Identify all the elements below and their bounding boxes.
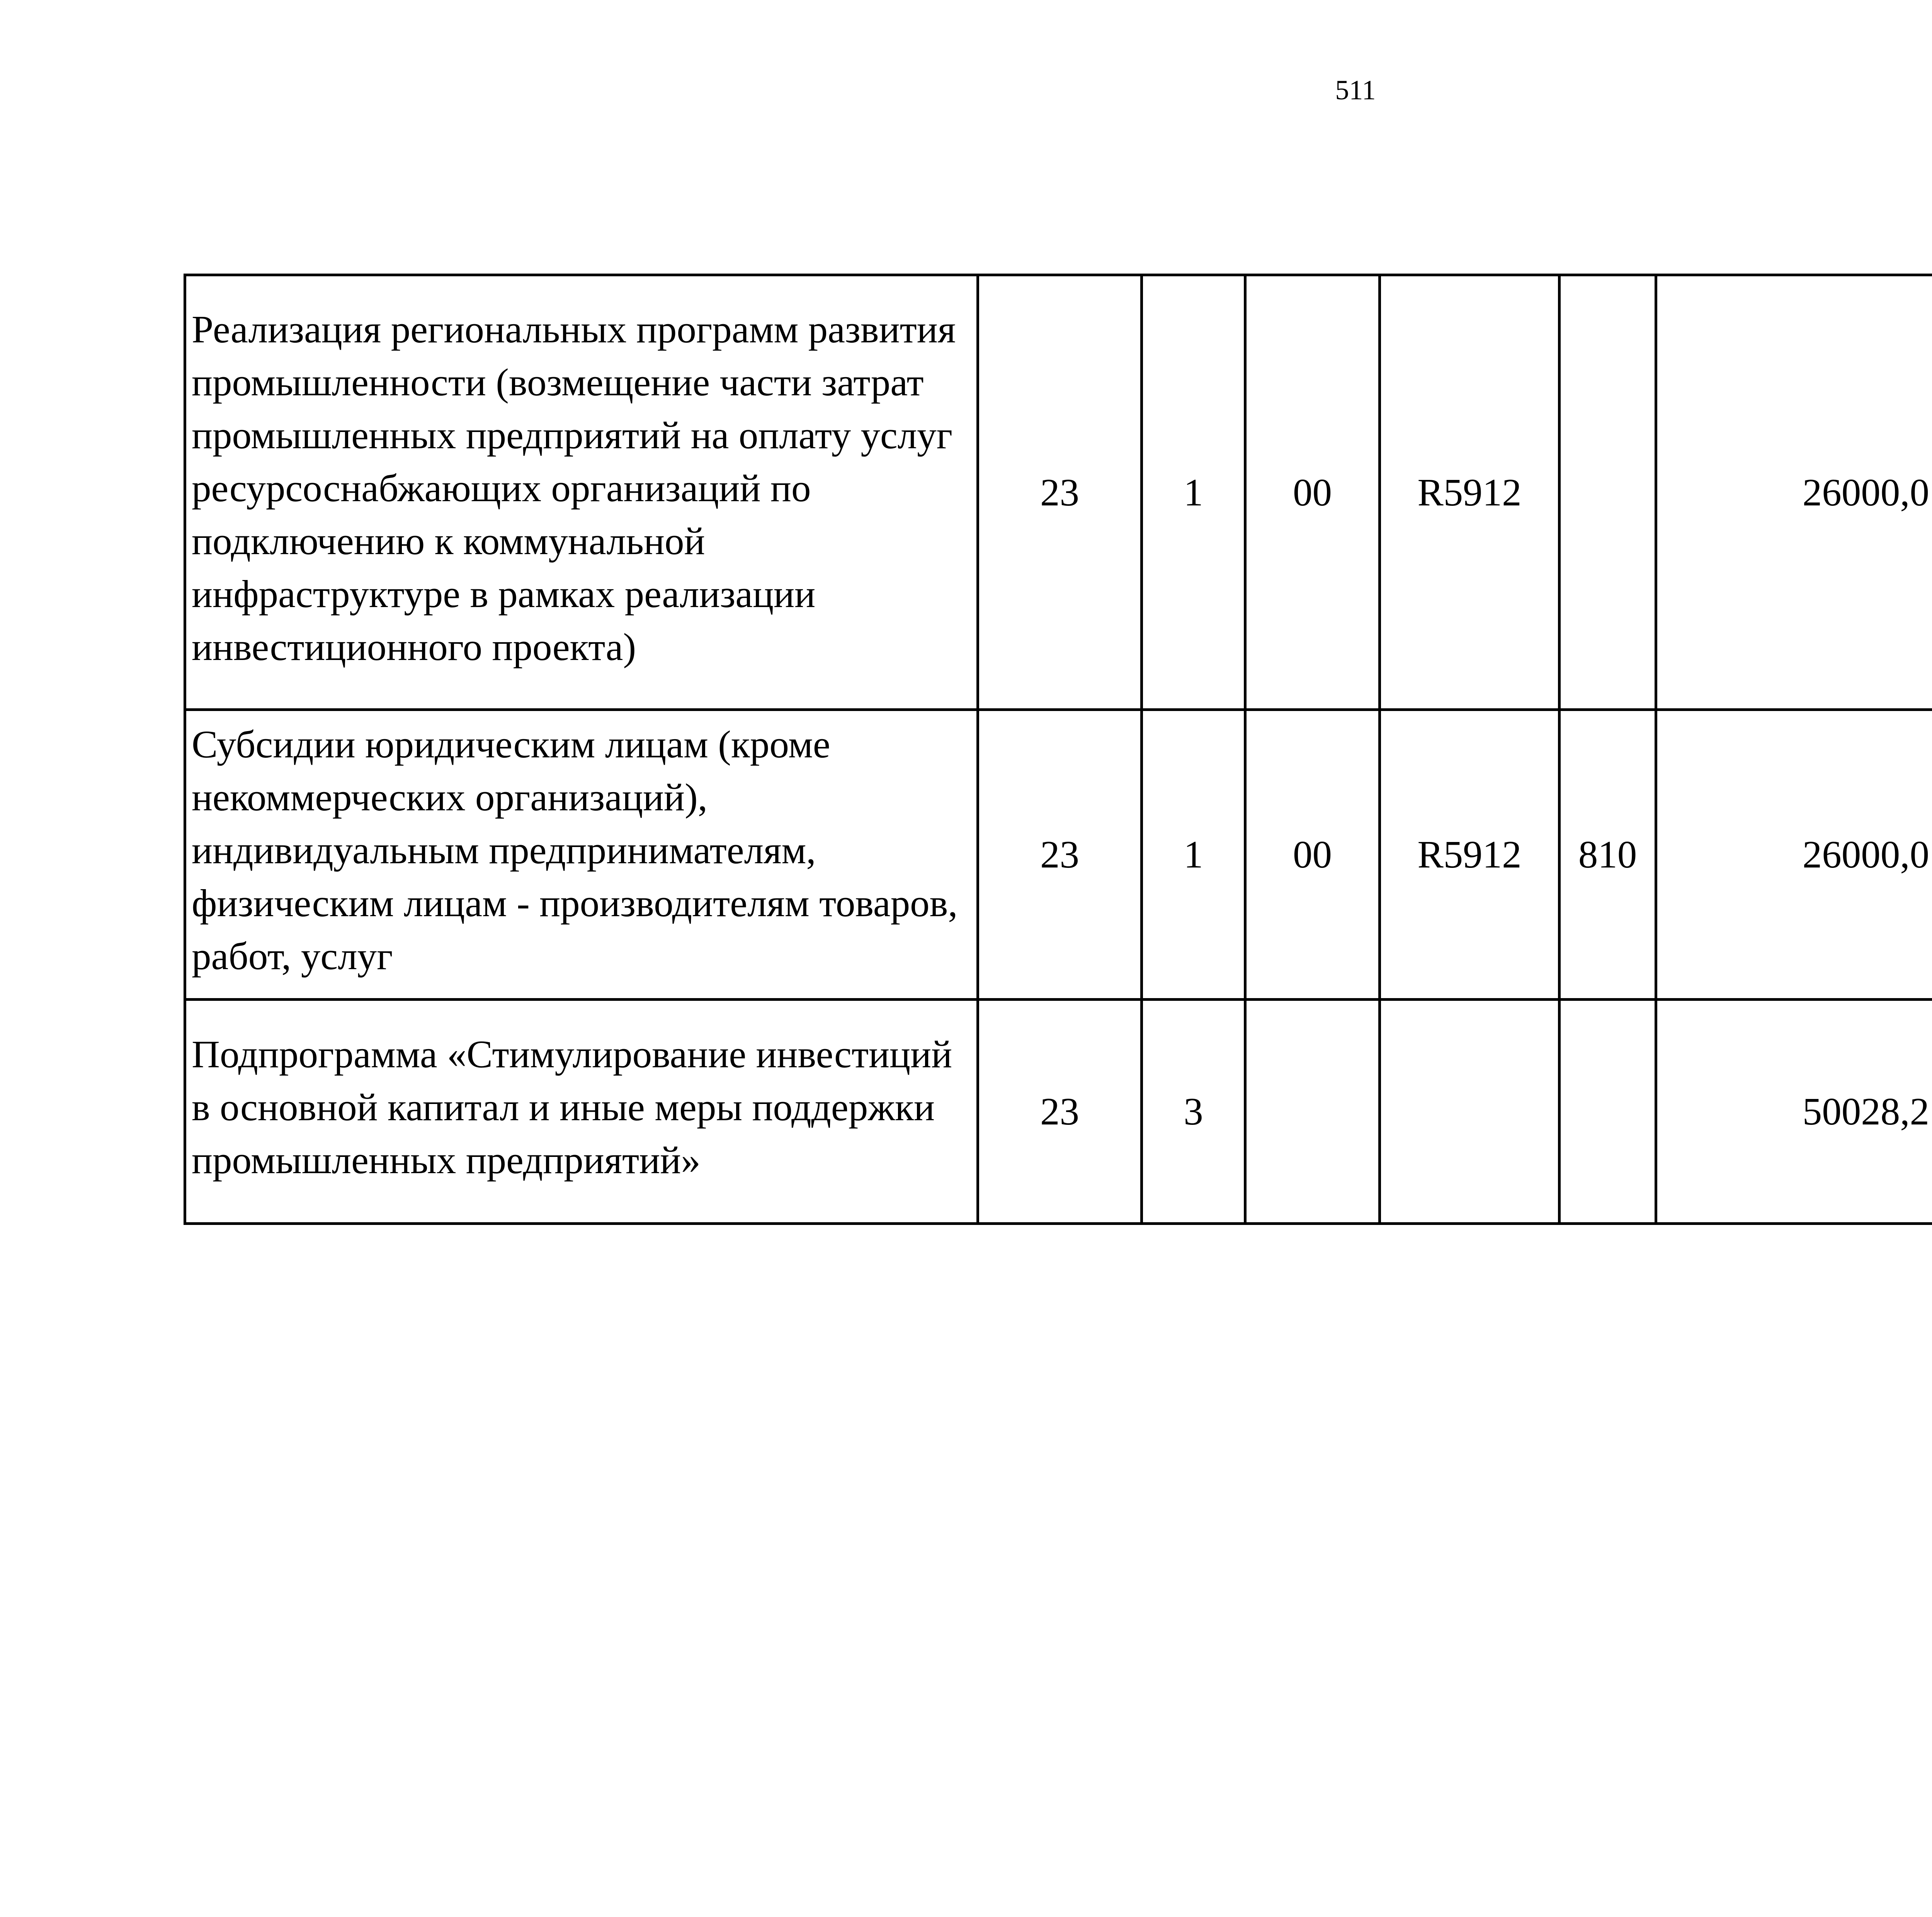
program-code-cell: 23 (978, 275, 1142, 710)
main-event-code-cell (1245, 1000, 1380, 1224)
program-code-cell: 23 (978, 1000, 1142, 1224)
table-row (185, 710, 1932, 1000)
row-name-cell: Подпрограмма «Стимулирование инвестиций в основной капитал и иные меры поддержки промышленных предприятий» (185, 1000, 978, 1224)
main-event-code-cell: 00 (1245, 710, 1380, 1000)
expense-type-cell: 810 (1560, 710, 1656, 1000)
main-event-code-cell: 00 (1245, 275, 1380, 710)
table-row (185, 1000, 1932, 1224)
direction-code-cell: R5912 (1380, 275, 1560, 710)
subprogram-code-cell: 1 (1142, 275, 1245, 710)
table-row (185, 275, 1932, 710)
amount-1-cell: 26000,0 (1656, 275, 1932, 710)
direction-code-cell (1380, 1000, 1560, 1224)
subprogram-code-cell: 1 (1142, 710, 1245, 1000)
direction-code-cell: R5912 (1380, 710, 1560, 1000)
row-name-cell: Субсидии юридическим лицам (кроме некоммерческих организаций), индивидуальным предпринимателям, физическим лицам - производителям товаров, работ, услуг (185, 710, 978, 1000)
subprogram-code-cell: 3 (1142, 1000, 1245, 1224)
expense-type-cell (1560, 275, 1656, 710)
amount-1-cell: 26000,0 (1656, 710, 1932, 1000)
budget-table (184, 274, 1932, 1225)
row-name-cell: Реализация региональных программ развития промышленности (возмещение части затрат промышленных предприятий на оплату услуг ресурсоснабжающих организаций по подключению к коммунальной инфраструктуре в рамках реализации инвестиционного проекта) (185, 275, 978, 710)
expense-type-cell (1560, 1000, 1656, 1224)
page-number: 511 (1335, 75, 1376, 105)
amount-1-cell: 50028,2 (1656, 1000, 1932, 1224)
program-code-cell: 23 (978, 710, 1142, 1000)
